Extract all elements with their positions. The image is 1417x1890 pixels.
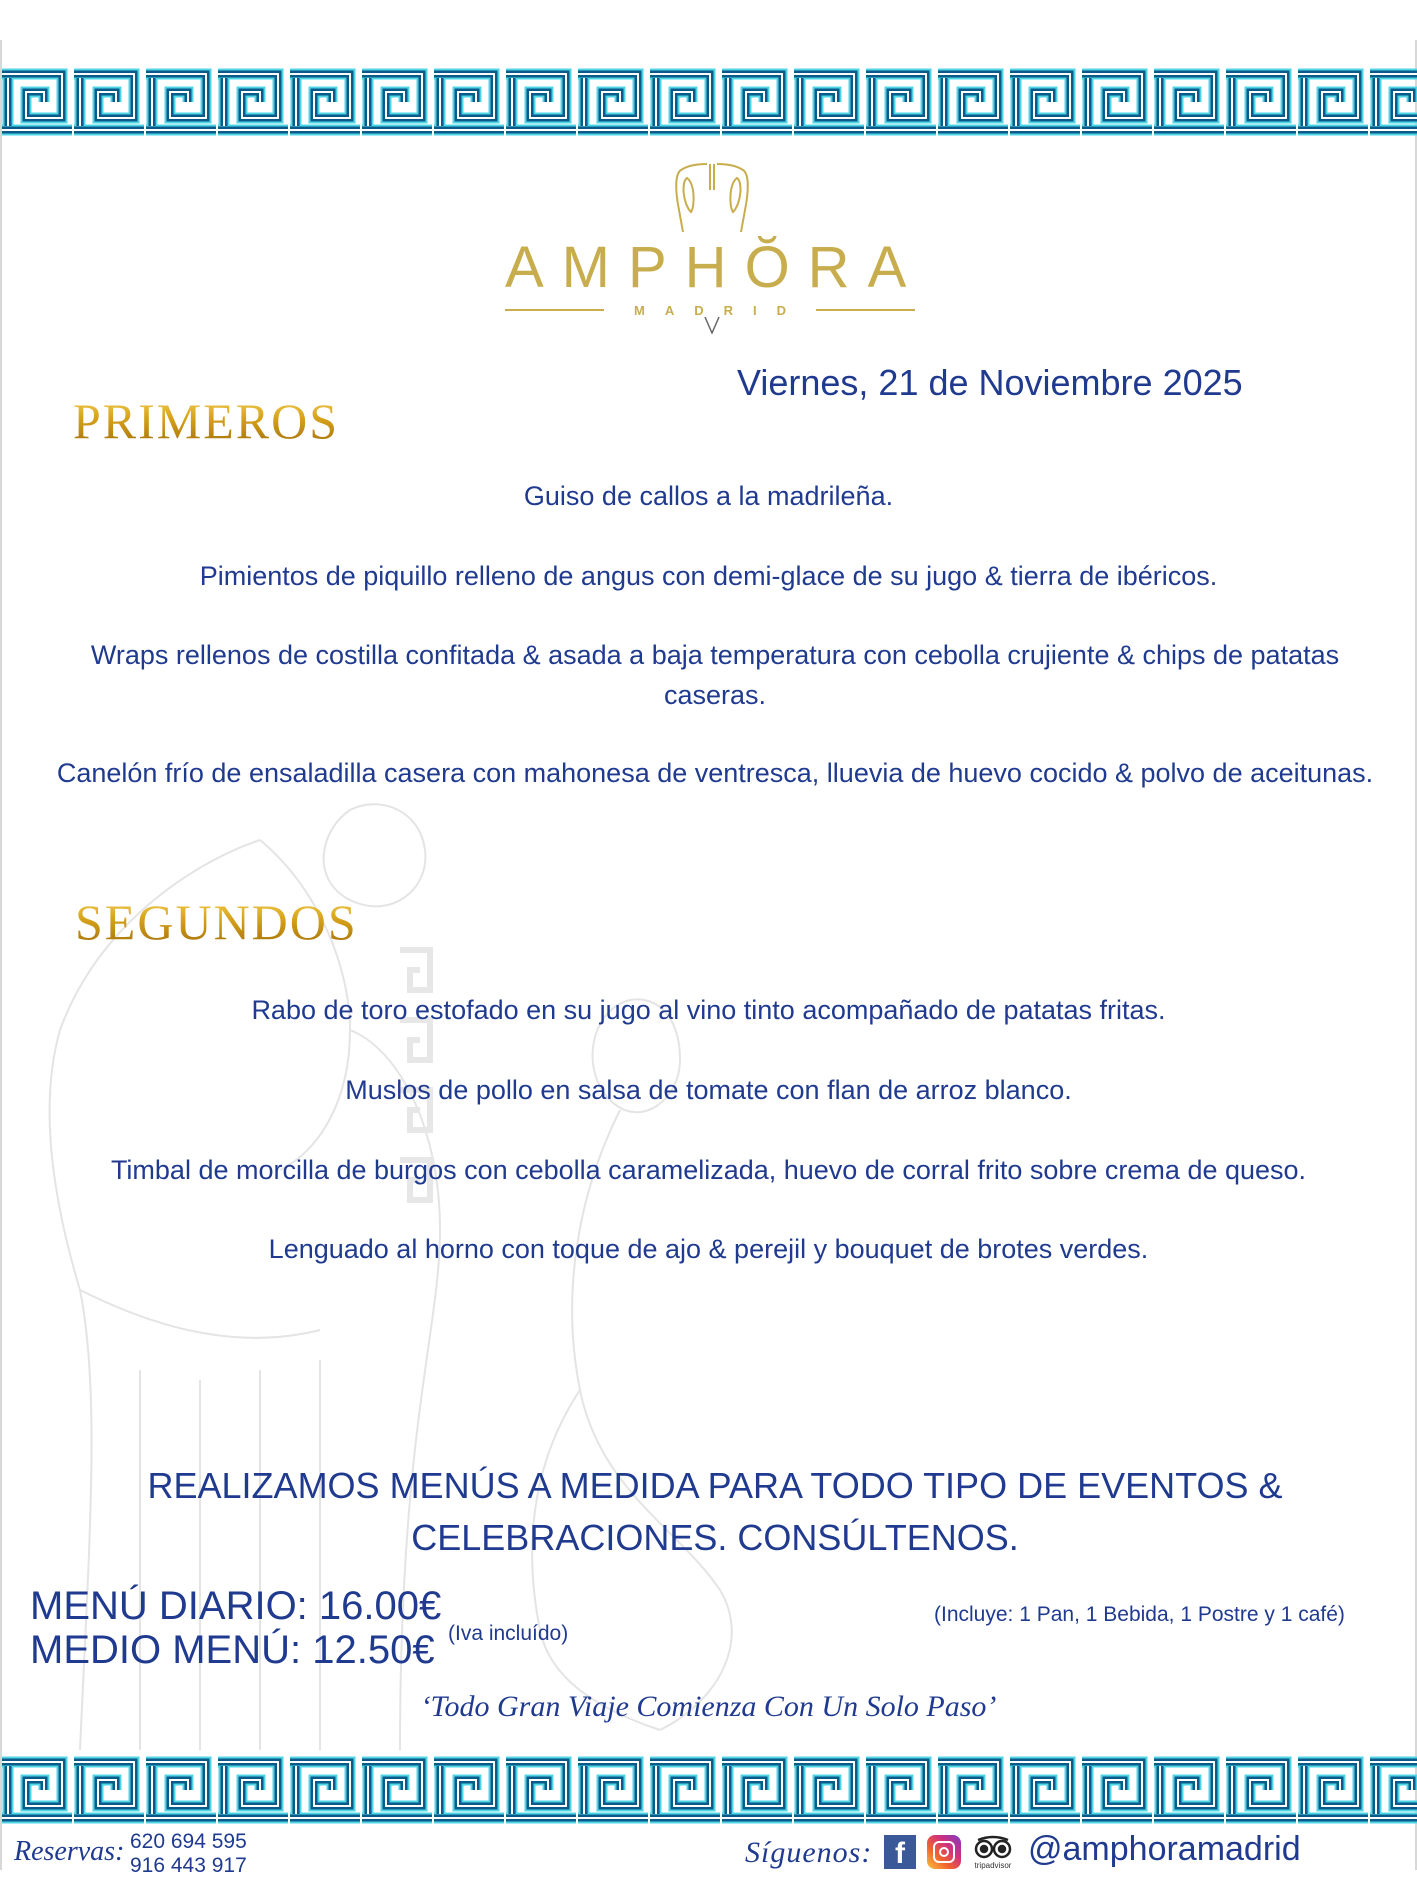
motto-quote: ‘Todo Gran Viaje Comienza Con Un Solo Paso’ (420, 1690, 997, 1723)
primeros-item: Canelón frío de ensaladilla casera con mahonesa de ventresca, lluevia de huevo cocido & polvo de aceitunas. (56, 758, 1374, 788)
primeros-item: Pimientos de piquillo relleno de angus con demi-glace de su jugo & tierra de ibéricos. (199, 561, 1218, 591)
events-notice: REALIZAMOS MENÚS A MEDIDA PARA TODO TIPO DE EVENTOS & CELEBRACIONES. CONSÚLTENOS. (147, 1465, 1283, 1558)
primeros-heading: PRIMEROS (73, 393, 340, 449)
segundos-item: Lenguado al horno con toque de ajo & perejil y bouquet de brotes verdes. (268, 1234, 1149, 1264)
logo-v-mark-icon (704, 316, 720, 334)
segundos-item: Rabo de toro estofado en su jugo al vino tinto acompañado de patatas fritas. (251, 995, 1166, 1025)
segundos-heading: SEGUNDOS (75, 894, 358, 950)
medio-menu-price: MEDIO MENÚ: 12.50€ (30, 1628, 435, 1672)
amphora-logo (505, 160, 925, 340)
primeros-item: Guiso de callos a la madrileña. (523, 481, 894, 511)
logo-rule-left (505, 309, 604, 311)
includes-note: (Incluye: 1 Pan, 1 Bebida, 1 Postre y 1 café) (934, 1603, 1345, 1626)
segundos-item: Muslos de pollo en salsa de tomate con flan de arroz blanco. (345, 1075, 1072, 1105)
social-handle[interactable]: @amphoramadrid (1028, 1830, 1301, 1868)
tripadvisor-label: tripadvisor (974, 1861, 1012, 1870)
facebook-icon[interactable]: f (884, 1835, 916, 1869)
segundos-item: Timbal de morcilla de burgos con cebolla caramelizada, huevo de corral frito sobre crema de queso. (110, 1155, 1307, 1185)
reservation-phones (130, 1830, 247, 1878)
amphora-jar-icon (667, 160, 757, 240)
iva-note: (Iva incluído) (448, 1622, 569, 1645)
menu-diario-price: MENÚ DIARIO: 16.00€ (30, 1584, 442, 1628)
instagram-icon[interactable] (927, 1835, 961, 1869)
greek-key-border-bottom (0, 1756, 1417, 1824)
reservas-label: Reservas: (14, 1836, 125, 1867)
phone-number[interactable]: 620 694 595 (130, 1830, 247, 1853)
greek-key-border-top (0, 68, 1417, 136)
phone-number[interactable]: 916 443 917 (130, 1854, 247, 1877)
menu-date: Viernes, 21 de Noviembre 2025 (737, 362, 1243, 403)
siguenos-label: Síguenos: (745, 1836, 873, 1869)
primeros-item: Wraps rellenos de costilla confitada & asada a baja temperatura con cebolla crujiente & chips de patatas caseras. (90, 640, 1340, 710)
brand-subtitle: MADRID (634, 302, 806, 318)
brand-name: AMPHŎRA (505, 235, 925, 300)
logo-rule-right (816, 309, 915, 311)
tripadvisor-icon[interactable] (970, 1835, 1016, 1875)
page-edge-left (0, 40, 2, 1870)
